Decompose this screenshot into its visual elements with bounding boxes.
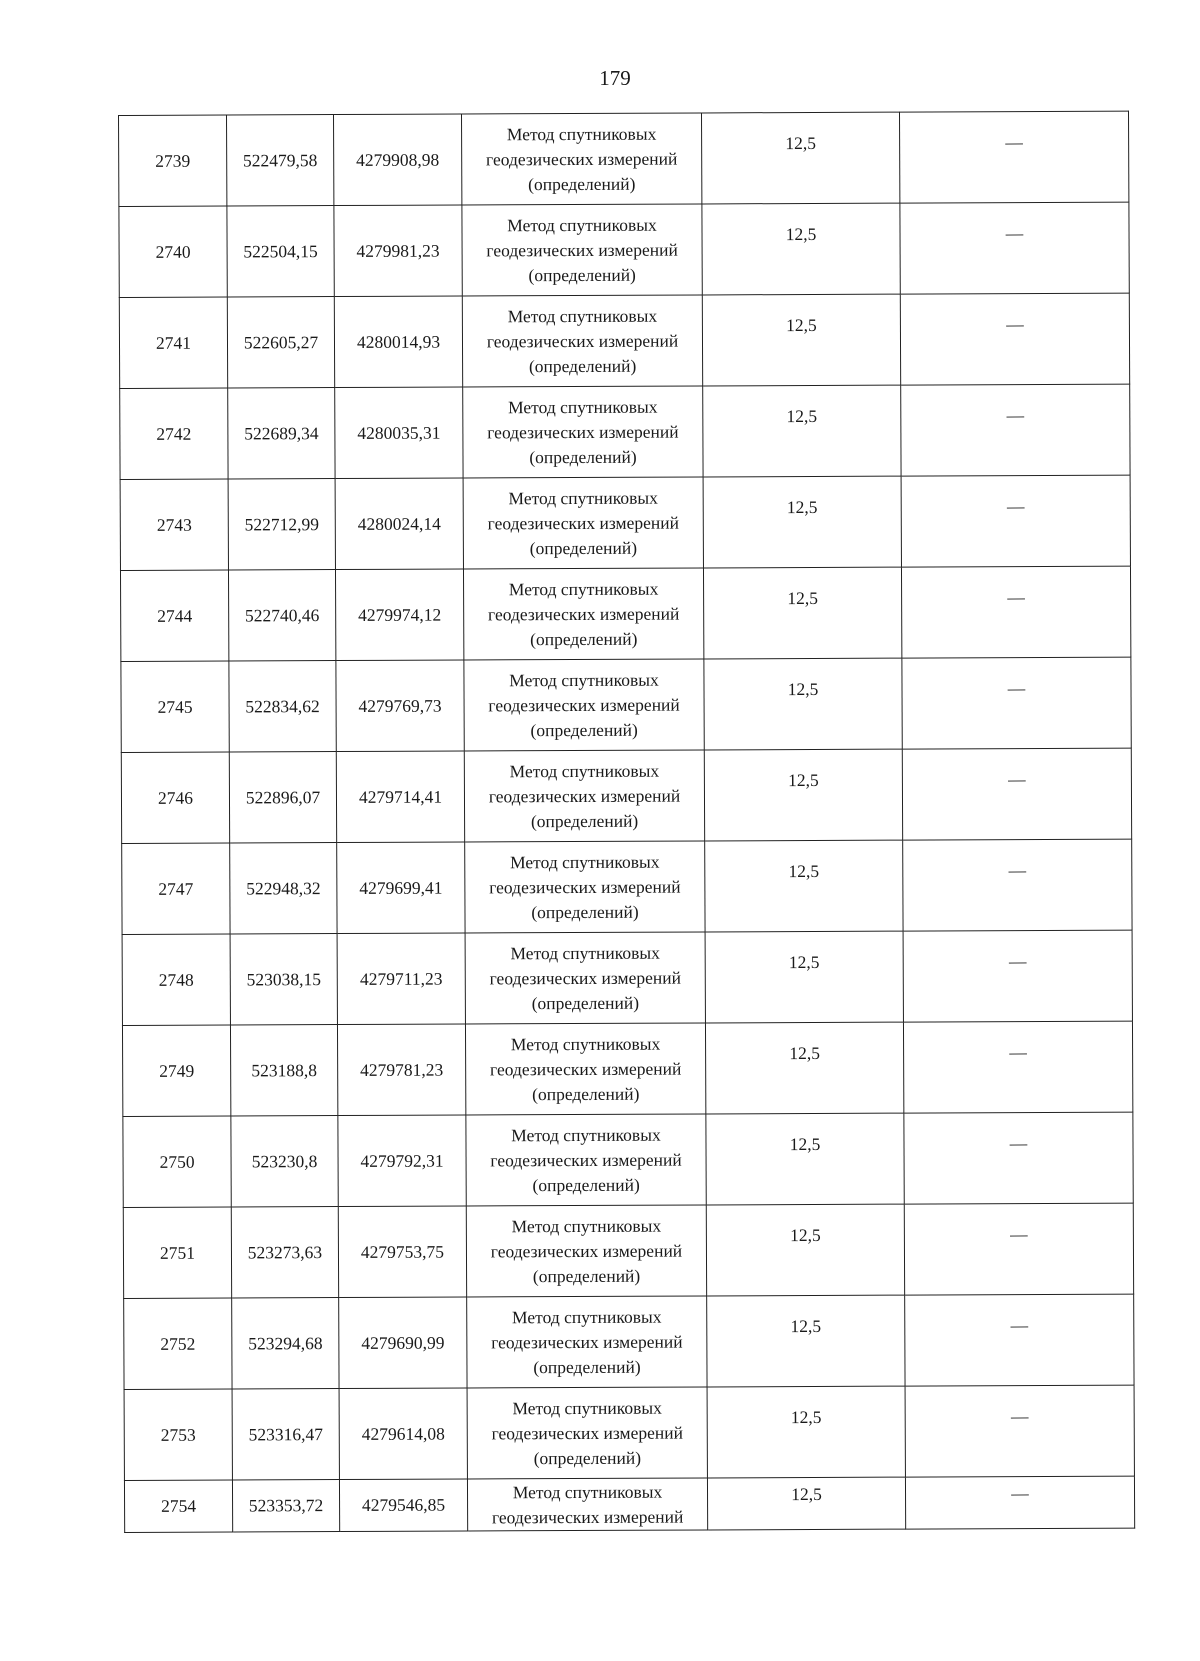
point-number-cell (119, 297, 227, 388)
note-cell (902, 657, 1131, 749)
method-text: Метод спутниковых геодезических измерений (определений) (486, 214, 678, 285)
method-cell (463, 477, 703, 569)
table-row (124, 1476, 1134, 1532)
point-number-text: 2743 (156, 514, 192, 535)
note-text: — (1007, 678, 1026, 699)
x-coordinate-cell (227, 115, 334, 206)
method-text: Метод спутниковых геодезических измерений (определений) (490, 1215, 683, 1286)
x-coordinate-cell (227, 297, 334, 388)
accuracy-cell (703, 476, 901, 568)
y-coordinate-cell (334, 205, 462, 297)
table-body (119, 111, 1135, 1532)
accuracy-text: 12,5 (790, 1406, 822, 1428)
table-row (122, 930, 1132, 1025)
table-row (122, 1021, 1132, 1116)
method-cell (462, 204, 702, 296)
accuracy-cell (706, 1204, 904, 1296)
y-coordinate-text: 4279753,75 (360, 1241, 445, 1262)
point-number-cell (123, 1207, 231, 1298)
point-number-cell (121, 661, 229, 752)
method-cell (467, 1296, 707, 1388)
point-number-text: 2753 (160, 1424, 196, 1445)
point-number-cell (122, 843, 230, 934)
table-row (123, 1112, 1133, 1207)
y-coordinate-cell (337, 1024, 465, 1116)
y-coordinate-cell (339, 1297, 467, 1389)
accuracy-cell (704, 749, 902, 841)
x-coordinate-cell (232, 1480, 339, 1532)
table-row (120, 384, 1130, 479)
x-coordinate-text: 523294,68 (248, 1332, 323, 1353)
point-number-text: 2741 (155, 332, 192, 353)
note-cell (905, 1385, 1134, 1477)
point-number-cell (122, 1025, 230, 1116)
method-text: Метод спутниковых геодезических измерений (491, 1481, 684, 1528)
note-cell (900, 293, 1129, 385)
note-cell (902, 748, 1131, 840)
y-coordinate-cell (335, 478, 463, 570)
method-cell (466, 1205, 706, 1297)
point-number-text: 2739 (155, 150, 191, 171)
point-number-text: 2748 (158, 969, 194, 990)
accuracy-text: 12,5 (787, 587, 818, 609)
x-coordinate-text: 522948,32 (246, 877, 321, 898)
page-number: 179 (599, 66, 631, 90)
x-coordinate-cell (229, 752, 336, 843)
accuracy-cell (707, 1295, 905, 1387)
y-coordinate-text: 4279699,41 (359, 877, 443, 898)
accuracy-cell (703, 385, 901, 477)
x-coordinate-text: 522504,15 (243, 240, 318, 261)
y-coordinate-text: 4279981,23 (356, 240, 440, 261)
y-coordinate-text: 4279781,23 (360, 1059, 444, 1080)
method-cell (464, 659, 704, 751)
method-text: Метод спутниковых геодезических измерений (определений) (486, 305, 679, 376)
note-cell (900, 202, 1129, 294)
y-coordinate-cell (337, 933, 465, 1025)
accuracy-cell (706, 1113, 904, 1205)
accuracy-text: 12,5 (791, 1483, 822, 1505)
note-cell (901, 566, 1130, 658)
note-text: — (1010, 1315, 1029, 1336)
note-text: — (1008, 769, 1026, 790)
point-number-cell (120, 479, 228, 570)
x-coordinate-text: 523230,8 (251, 1150, 318, 1171)
y-coordinate-text: 4280024,14 (357, 513, 441, 534)
y-coordinate-text: 4280014,93 (356, 331, 441, 352)
x-coordinate-cell (231, 1207, 338, 1298)
y-coordinate-cell (336, 660, 464, 752)
accuracy-cell (703, 567, 901, 659)
point-number-cell (119, 206, 227, 297)
method-cell (466, 1114, 706, 1206)
x-coordinate-cell (228, 388, 335, 479)
method-text: Метод спутниковых геодезических измерений (определений) (489, 942, 681, 1013)
y-coordinate-text: 4280035,31 (357, 422, 441, 443)
method-text: Метод спутниковых геодезических измерений (определений) (487, 396, 679, 467)
method-text: Метод спутниковых геодезических измерений (определений) (487, 578, 680, 649)
accuracy-cell (705, 840, 903, 932)
note-cell (903, 930, 1132, 1022)
note-text: — (1009, 1042, 1027, 1063)
x-coordinate-cell (228, 479, 335, 570)
method-text: Метод спутниковых геодезических измерений (определений) (488, 760, 681, 831)
note-text: — (1008, 860, 1027, 881)
table-row (119, 111, 1129, 206)
table-row (121, 748, 1131, 843)
accuracy-text: 12,5 (785, 223, 817, 245)
x-coordinate-text: 522896,07 (245, 786, 321, 807)
table-row (120, 475, 1130, 570)
y-coordinate-text: 4279690,99 (361, 1332, 445, 1353)
method-cell (461, 113, 701, 205)
point-number-text: 2752 (160, 1333, 196, 1354)
method-cell (467, 1387, 707, 1479)
note-text: — (1010, 1406, 1029, 1427)
point-number-text: 2746 (157, 787, 194, 808)
coordinates-table (118, 111, 1135, 1533)
y-coordinate-cell (337, 842, 465, 934)
accuracy-text: 12,5 (785, 132, 816, 154)
point-number-text: 2750 (159, 1151, 195, 1172)
accuracy-cell (701, 112, 899, 204)
accuracy-text: 12,5 (786, 405, 818, 427)
x-coordinate-cell (231, 1116, 338, 1207)
note-cell (905, 1294, 1134, 1386)
point-number-cell (119, 115, 227, 206)
method-cell (467, 1478, 707, 1531)
x-coordinate-cell (230, 843, 337, 934)
x-coordinate-text: 522740,46 (244, 604, 320, 625)
point-number-cell (124, 1389, 232, 1480)
x-coordinate-cell (227, 206, 334, 297)
note-text: — (1006, 496, 1025, 517)
y-coordinate-cell (338, 1206, 466, 1298)
method-cell (463, 386, 703, 478)
y-coordinate-text: 4279792,31 (360, 1150, 444, 1171)
accuracy-cell (707, 1477, 905, 1530)
point-number-text: 2745 (157, 696, 193, 717)
y-coordinate-text: 4279711,23 (359, 968, 443, 989)
x-coordinate-cell (228, 570, 335, 661)
accuracy-cell (707, 1386, 905, 1478)
table-row (119, 202, 1129, 297)
point-number-text: 2747 (158, 878, 194, 899)
x-coordinate-text: 522712,99 (244, 513, 320, 534)
y-coordinate-cell (334, 114, 462, 206)
point-number-cell (122, 934, 230, 1025)
accuracy-cell (702, 294, 900, 386)
method-cell (463, 568, 703, 660)
method-cell (465, 1023, 705, 1115)
method-cell (464, 750, 704, 842)
y-coordinate-text: 4279974,12 (358, 604, 442, 625)
y-coordinate-text: 4279614,08 (361, 1423, 445, 1444)
point-number-text: 2742 (156, 423, 192, 444)
point-number-cell (120, 388, 228, 479)
note-cell (903, 1021, 1132, 1113)
method-text: Метод спутниковых геодезических измерений (определений) (485, 123, 678, 194)
x-coordinate-cell (232, 1298, 339, 1389)
x-coordinate-text: 522689,34 (244, 422, 319, 443)
note-text: — (1005, 132, 1023, 153)
method-text: Метод спутниковых геодезических измерений (определений) (491, 1397, 683, 1468)
note-cell (904, 1112, 1133, 1204)
x-coordinate-cell (229, 661, 336, 752)
accuracy-text: 12,5 (787, 678, 819, 700)
note-cell (905, 1476, 1134, 1529)
method-text: Метод спутниковых геодезических измерений (определений) (489, 1033, 682, 1104)
table-row (124, 1294, 1134, 1389)
method-cell (462, 295, 702, 387)
table-row (123, 1203, 1133, 1298)
accuracy-text: 12,5 (788, 769, 819, 791)
table-row (122, 839, 1132, 934)
x-coordinate-cell (230, 934, 337, 1025)
note-text: — (1009, 1133, 1028, 1154)
y-coordinate-cell (335, 387, 463, 479)
accuracy-cell (702, 203, 900, 295)
accuracy-text: 12,5 (789, 1042, 820, 1064)
x-coordinate-text: 523188,8 (251, 1059, 318, 1080)
table-row (120, 566, 1130, 661)
table-row (124, 1385, 1134, 1480)
note-text: — (1011, 1483, 1029, 1504)
x-coordinate-cell (232, 1389, 339, 1480)
x-coordinate-text: 522605,27 (243, 331, 319, 352)
x-coordinate-text: 523316,47 (248, 1423, 323, 1444)
y-coordinate-cell (334, 296, 462, 388)
note-cell (904, 1203, 1133, 1295)
method-text: Метод спутниковых геодезических измерений (определений) (490, 1124, 682, 1195)
note-text: — (1010, 1224, 1028, 1245)
method-text: Метод спутниковых геодезических измерений (определений) (488, 669, 680, 740)
y-coordinate-text: 4279769,73 (358, 695, 442, 716)
table-row (121, 657, 1131, 752)
note-cell (899, 111, 1128, 203)
point-number-cell (123, 1116, 231, 1207)
x-coordinate-text: 523273,63 (247, 1241, 323, 1262)
note-text: — (1006, 314, 1024, 335)
y-coordinate-cell (338, 1115, 466, 1207)
note-cell (903, 839, 1132, 931)
note-text: — (1005, 223, 1024, 244)
y-coordinate-text: 4279714,41 (358, 786, 443, 807)
x-coordinate-text: 522479,58 (242, 149, 318, 170)
accuracy-text: 12,5 (788, 860, 820, 882)
x-coordinate-text: 523038,15 (246, 968, 322, 989)
point-number-text: 2740 (155, 241, 191, 262)
note-cell (901, 475, 1130, 567)
accuracy-cell (705, 931, 903, 1023)
point-number-text: 2754 (161, 1495, 197, 1516)
method-cell (465, 841, 705, 933)
accuracy-text: 12,5 (786, 314, 817, 336)
accuracy-text: 12,5 (790, 1224, 821, 1246)
method-text: Метод спутниковых геодезических измерений (определений) (491, 1306, 683, 1377)
y-coordinate-cell (335, 569, 463, 661)
accuracy-text: 12,5 (786, 496, 818, 518)
y-coordinate-cell (339, 1388, 467, 1480)
note-text: — (1007, 587, 1025, 608)
method-text: Метод спутниковых геодезических измерений (определений) (487, 487, 680, 558)
x-coordinate-cell (230, 1025, 337, 1116)
point-number-cell (121, 752, 229, 843)
point-number-text: 2744 (157, 605, 193, 626)
accuracy-text: 12,5 (790, 1315, 822, 1337)
note-text: — (1008, 951, 1027, 972)
x-coordinate-text: 522834,62 (245, 695, 320, 716)
method-text: Метод спутниковых геодезических измерений (определений) (489, 851, 681, 922)
note-cell (901, 384, 1130, 476)
accuracy-text: 12,5 (789, 1133, 821, 1155)
y-coordinate-cell (339, 1479, 467, 1532)
note-text: — (1006, 405, 1025, 426)
accuracy-text: 12,5 (788, 951, 820, 973)
table-row (119, 293, 1129, 388)
y-coordinate-cell (336, 751, 464, 843)
y-coordinate-text: 4279908,98 (356, 149, 440, 170)
x-coordinate-text: 523353,72 (248, 1495, 324, 1516)
point-number-cell (120, 570, 228, 661)
accuracy-cell (705, 1022, 903, 1114)
accuracy-cell (704, 658, 902, 750)
point-number-text: 2749 (159, 1060, 195, 1081)
point-number-cell (124, 1480, 232, 1532)
point-number-cell (124, 1298, 232, 1389)
point-number-text: 2751 (159, 1242, 196, 1263)
y-coordinate-text: 4279546,85 (361, 1494, 446, 1515)
method-cell (465, 932, 705, 1024)
